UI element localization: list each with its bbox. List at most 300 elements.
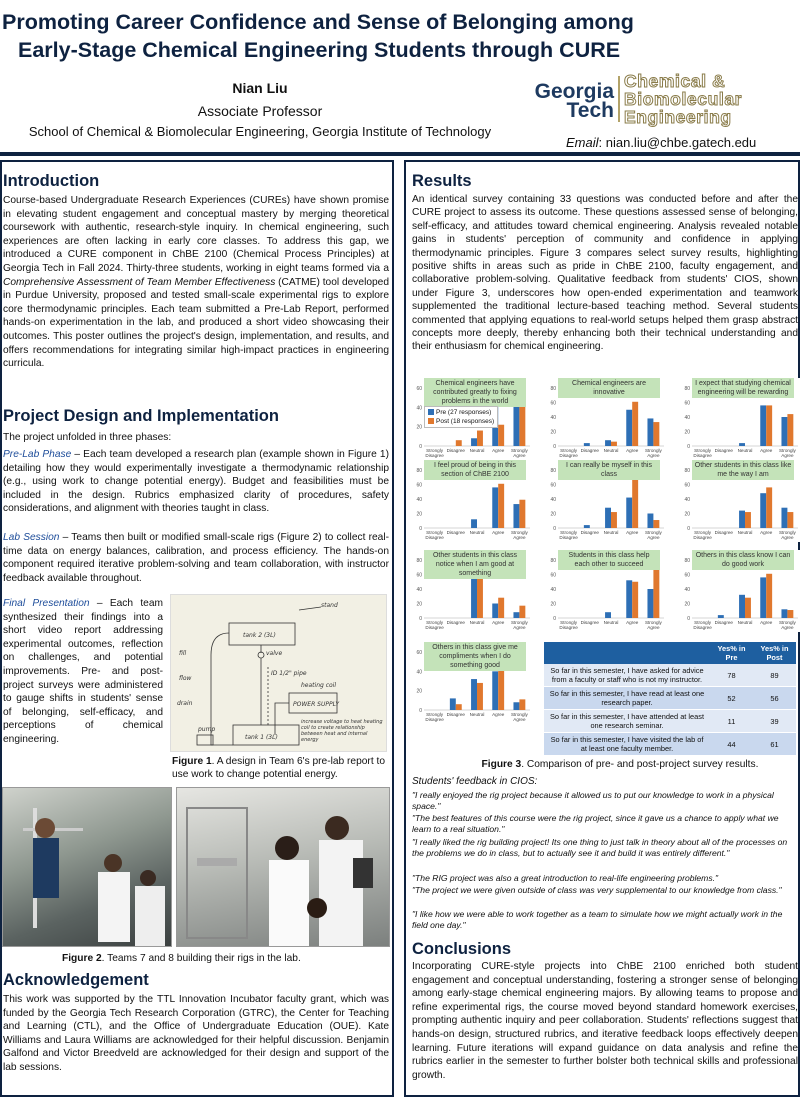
question-cell: So far in this semester, I have attended at least one research seminar.: [544, 710, 710, 733]
final-text: – Each team synthesized their findings into a short video report addressing experimental outcomes, reflection on challenges, and potential improvements. Pre- and post-project surveys were administered to gauge shifts in students' sense of belonging, self-efficacy, and perceptions of chemical engineering.: [3, 598, 163, 745]
chart-title: I expect that studying chemical engineering will be rewarding: [692, 378, 794, 398]
survey-chart: [678, 378, 800, 460]
table-header-post: Yes% in Post: [753, 642, 796, 664]
chart-title: Chemical engineers have contributed greatly to fixing problems in the world: [424, 378, 526, 407]
x-tick-label: Agree: [513, 535, 526, 540]
x-tick-label: Strongly: [778, 448, 796, 453]
x-tick-label: Strongly: [694, 620, 712, 625]
x-tick-label: Disagree: [559, 453, 578, 458]
x-tick-label: Agree: [781, 535, 794, 540]
y-tick-label: 20: [550, 511, 556, 518]
rig-design-drawing: [171, 595, 386, 751]
x-tick-label: Agree: [492, 712, 505, 717]
title-line-1: Promoting Career Confidence and Sense of Belonging among: [2, 10, 634, 34]
x-tick-label: Agree: [513, 453, 526, 458]
fig3-label: Figure 3: [481, 759, 522, 770]
lab-label: Lab Session: [3, 532, 60, 543]
post-bar: [787, 414, 793, 446]
pre-bar: [605, 508, 611, 528]
y-tick-label: 0: [553, 444, 556, 450]
post-cell: 56: [753, 687, 796, 710]
chbe-logo: [624, 72, 742, 126]
y-tick-label: 0: [419, 444, 422, 450]
tank2-label: tank 2 (3L): [243, 632, 276, 639]
pre-bar: [781, 417, 787, 446]
x-tick-label: Agree: [626, 530, 639, 535]
fill-label: fill: [179, 650, 187, 657]
drain-label: drain: [177, 700, 193, 707]
post-bar: [477, 683, 483, 710]
legend-entry: [428, 417, 494, 426]
table-row: [544, 733, 796, 756]
x-tick-label: Agree: [781, 453, 794, 458]
feedback-quote-5: "The project we were given outside of class was very supplemental to our knowledge from class.": [412, 885, 782, 895]
figure-2-photo-right: [176, 787, 390, 947]
results-text: An identical survey containing 33 questions was conducted before and after the CURE project to assess its outcome. These questions assessed sense of belonging, self-efficacy, and attitudes toward chemical engineering. Analysis revealed notable gains in students' perception of community and confidence in applying thermodynamic principles. Figure 3 compares select survey results, highlighting positive shifts in areas such as pride in ChBE 2100, faculty engagement, and collaborative problem-solving. Qualitative feedback from students' CIOS, shown under Figure 3, underscores how open-ended experimentation and teamwork supplemented the traditional lecture-based teaching method. Several students commented that applying equations to real-world setups helped them grasp abstract concepts more deeply, thereby enhancing both their technical understanding and their enthusiasm for chemical engineering.: [412, 194, 798, 353]
final-label: Final Presentation: [3, 598, 90, 609]
y-tick-label: 60: [416, 482, 422, 489]
y-tick-label: 40: [684, 587, 690, 593]
x-tick-label: Disagree: [580, 620, 599, 625]
x-tick-label: Agree: [492, 620, 505, 625]
table-header-question: [544, 642, 710, 664]
results-heading: Results: [412, 172, 472, 190]
y-tick-label: 60: [684, 572, 690, 579]
pre-bar: [605, 612, 611, 618]
x-tick-label: Agree: [760, 448, 773, 453]
question-cell: So far in this semester, I have visited the lab of at least one faculty member.: [544, 733, 710, 756]
y-tick-label: 40: [416, 405, 422, 412]
pre-bar: [513, 504, 519, 528]
author-name: Nian Liu: [232, 80, 288, 96]
x-tick-label: Disagree: [446, 530, 465, 535]
y-tick-label: 80: [416, 558, 422, 564]
x-tick-label: Strongly: [426, 530, 444, 535]
post-bar: [456, 440, 462, 446]
photo-right-illustration: [177, 788, 389, 946]
x-tick-label: Agree: [626, 620, 639, 625]
fig1-note: increase voltage to heat heating coil to create relationship between heat and internal energy: [301, 719, 383, 743]
x-tick-label: Disagree: [693, 535, 712, 540]
acknowledgement-text: This work was supported by the TTL Innovation Incubator faculty grant, which was funded by the Georgia Tech Research Corporation (GTRC), the Center for Teaching and Learning (CTL), and the Office of Undergraduate Education (OUE). Kate Williams and Laura Williams are acknowledged for their helpful discussion. Benjamin Galfond and Victor Breedveld are acknowledged for their design and support of the lab sessions.: [3, 994, 389, 1073]
fig2-caption-text: . Teams 7 and 8 building their rigs in the lab.: [101, 953, 301, 964]
pre-bar: [739, 443, 745, 446]
logo-divider: [618, 76, 620, 122]
pre-bar: [718, 615, 724, 618]
y-tick-label: 20: [684, 511, 690, 518]
legend-label: Post (18 responses): [436, 418, 495, 425]
pre-bar: [513, 702, 519, 710]
post-bar: [632, 479, 638, 528]
post-bar: [745, 598, 751, 618]
x-tick-label: Disagree: [446, 620, 465, 625]
email-label: Email: [566, 135, 599, 150]
conclusions-heading: Conclusions: [412, 940, 512, 958]
pre-bar: [492, 487, 498, 528]
x-tick-label: Disagree: [714, 448, 733, 453]
post-bar: [477, 431, 483, 446]
prelab-paragraph: [3, 448, 389, 516]
feedback-quote-1: "I really enjoyed the rig project because it allowed us to put our knowledge to work in a physical space.": [412, 790, 774, 812]
prelab-label: Pre-Lab Phase: [3, 449, 72, 460]
author-position: Associate Professor: [197, 103, 323, 119]
figure-1-sketch: [170, 594, 387, 752]
chart-title: Chemical engineers are innovative: [558, 378, 660, 398]
survey-chart: [410, 460, 532, 542]
survey-chart: [410, 550, 532, 632]
y-tick-label: 80: [416, 468, 422, 474]
question-cell: So far in this semester, I have asked for advice from a faculty or staff who is not my instructor.: [544, 664, 710, 687]
y-tick-label: 80: [684, 558, 690, 564]
y-tick-label: 20: [416, 511, 422, 518]
legend-entry: [428, 408, 494, 417]
power-label: POWER SUPPLY: [293, 701, 340, 708]
chart-title: Students in this class help each other to succeed: [558, 550, 660, 570]
x-tick-label: Strongly: [644, 448, 662, 453]
logo-dept-line2: Biomolecular: [624, 89, 743, 109]
chart-title: Others in this class know I can do good work: [692, 550, 794, 570]
pre-cell: 52: [710, 687, 753, 710]
intro-text-a: Course-based Undergraduate Research Experiences (CUREs) have shown promise in elevating student engagement and conceptual mastery by merging theoretical coursework with authentic, research-style inquiry. In chemical engineering, such experiences are often lacking in early core classes. To address this gap, we introduced a CURE component in ChBE 2100 (Chemical Process Principles) at Georgia Tech in Fall 2024. Thirty-three students, working in eight teams formed via a: [3, 195, 389, 274]
pre-bar: [626, 498, 632, 528]
x-tick-label: Disagree: [580, 448, 599, 453]
y-tick-label: 20: [416, 424, 422, 431]
y-tick-label: 20: [684, 429, 690, 436]
post-bar: [766, 574, 772, 618]
chart-title: Other students in this class like me the way I am: [692, 460, 794, 480]
feedback-heading: Students' feedback in CIOS:: [412, 776, 538, 787]
legend-swatch: [428, 409, 434, 415]
pump-label: pump: [198, 726, 216, 733]
y-tick-label: 80: [550, 468, 556, 474]
pre-bar: [739, 595, 745, 618]
y-tick-label: 0: [553, 526, 556, 532]
pipe-label: ID 1/2" pipe: [271, 670, 307, 677]
x-tick-label: Agree: [492, 530, 505, 535]
x-tick-label: Agree: [647, 535, 660, 540]
feedback-quote-4: "The RIG project was also a great introduction to real-life engineering problems.": [412, 873, 719, 883]
x-tick-label: Disagree: [693, 625, 712, 630]
feedback-quote-6: "I like how we were able to work together as a team to simulate how we might actually work in the field one day.": [412, 909, 783, 931]
pre-cell: 78: [710, 664, 753, 687]
y-tick-label: 60: [416, 650, 422, 656]
post-bar: [498, 598, 504, 618]
x-tick-label: Strongly: [510, 620, 528, 625]
chart-title: I can really be myself in this class: [558, 460, 660, 480]
x-tick-label: Neutral: [737, 620, 753, 625]
x-tick-label: Disagree: [425, 535, 444, 540]
prelab-text: – Each team developed a research plan (example shown in Figure 1) detailing how they would experimentally investigate a thermodynamic relationship (e.g., using work to change potential energy). Budget and feasibilities must be included in the design. Rubrics emphasized clarity of procedures, safety considerations, and alignment with theories taught in class.: [3, 449, 389, 515]
pre-bar: [471, 679, 477, 710]
post-bar: [498, 484, 504, 528]
pre-bar: [584, 443, 590, 446]
pre-bar: [584, 525, 590, 528]
legend-label: Pre (27 responses): [436, 409, 492, 416]
logo-dept-line1: Chemical &: [624, 71, 726, 91]
table-header-pre: Yes% in Pre: [710, 642, 753, 664]
y-tick-label: 40: [416, 497, 422, 503]
fig1-caption-text: . A design in Team 6's pre-lab report to use work to change potential energy.: [172, 756, 385, 780]
post-cell: 39: [753, 710, 796, 733]
pre-bar: [739, 511, 745, 528]
x-tick-label: Agree: [647, 625, 660, 630]
x-tick-label: Disagree: [714, 530, 733, 535]
x-tick-label: Strongly: [560, 448, 578, 453]
x-tick-label: Strongly: [644, 530, 662, 535]
survey-yes-table: [544, 642, 796, 756]
y-tick-label: 80: [550, 386, 556, 392]
conclusions-text: Incorporating CURE-style projects into ChBE 2100 enriched both student engagement and conceptual understanding, fostering a stronger sense of belonging among early-stage chemical engineering majors. By allowing teams to propose and refine experimental rigs, the course moved beyond standard homework exercises, prompting authentic inquiry and peer collaboration. Students' reflections suggest that hands-on design, structured rubrics, and iterative feedback loops effectively deepen learning. Future iterations will expand guidance on data analysis and refine the rubrics earlier in the semester to further bolster both technical skills and professional growth.: [412, 961, 798, 1081]
logo-text-tech: Tech: [566, 99, 614, 122]
pre-bar: [760, 577, 766, 618]
design-lead: The project unfolded in three phases:: [3, 432, 172, 443]
post-bar: [653, 520, 659, 528]
x-tick-label: Disagree: [714, 620, 733, 625]
post-bar: [787, 512, 793, 528]
y-tick-label: 40: [550, 587, 556, 593]
y-tick-label: 60: [550, 400, 556, 407]
x-tick-label: Strongly: [644, 620, 662, 625]
x-tick-label: Disagree: [425, 717, 444, 722]
x-tick-label: Agree: [760, 620, 773, 625]
x-tick-label: Strongly: [510, 530, 528, 535]
y-tick-label: 80: [684, 386, 690, 392]
lab-text: – Teams then built or modified small-scale rigs (Figure 2) to collect real-time data on energy balances, calibration, and process efficiency. The hands-on component required iterative problem-solving and team collaboration, with instructor feedback available throughout.: [3, 532, 389, 584]
y-tick-label: 20: [416, 688, 422, 695]
header-divider: [0, 152, 800, 156]
x-tick-label: Neutral: [737, 448, 753, 453]
x-tick-label: Strongly: [510, 448, 528, 453]
pre-bar: [647, 589, 653, 618]
survey-chart: [544, 460, 666, 542]
x-tick-label: Strongly: [560, 620, 578, 625]
pre-bar: [760, 405, 766, 446]
post-bar: [632, 582, 638, 618]
pre-bar: [492, 604, 498, 619]
poster-header: [0, 0, 800, 152]
survey-chart: [544, 378, 666, 460]
x-tick-label: Agree: [781, 625, 794, 630]
chart-title: I feel proud of being in this section of ChBE 2100: [424, 460, 526, 480]
x-tick-label: Strongly: [778, 620, 796, 625]
x-tick-label: Agree: [492, 448, 505, 453]
lab-paragraph: [3, 531, 389, 585]
y-tick-label: 0: [687, 616, 690, 622]
x-tick-label: Disagree: [425, 453, 444, 458]
email-address[interactable]: : nian.liu@chbe.gatech.edu: [598, 135, 757, 150]
x-tick-label: Neutral: [603, 530, 619, 535]
post-bar: [766, 487, 772, 528]
post-bar: [498, 425, 504, 446]
x-tick-label: Strongly: [426, 712, 444, 717]
x-tick-label: Agree: [760, 530, 773, 535]
x-tick-label: Disagree: [580, 530, 599, 535]
figure-2-caption: [62, 952, 362, 965]
post-bar: [519, 699, 525, 710]
x-tick-label: Neutral: [469, 712, 485, 717]
survey-chart: [678, 460, 800, 542]
survey-chart: [410, 378, 532, 460]
table-row: [544, 687, 796, 710]
pre-bar: [781, 609, 787, 618]
intro-text-emphasis: Comprehensive Assessment of Team Member Effectiveness: [3, 276, 276, 288]
feedback-quote-3: "I really liked the rig building project! Its one thing to just talk in theory about all of the processes on the problems we do in class, but to actually see it and build it was entirely different.": [412, 837, 788, 859]
y-tick-label: 40: [416, 669, 422, 676]
y-tick-label: 20: [550, 601, 556, 608]
y-tick-label: 20: [416, 601, 422, 608]
post-cell: 61: [753, 733, 796, 756]
y-tick-label: 60: [550, 572, 556, 579]
pre-bar: [781, 508, 787, 528]
y-tick-label: 0: [419, 616, 422, 622]
author-affiliation: School of Chemical & Biomolecular Engineering, Georgia Institute of Technology: [28, 124, 492, 139]
x-tick-label: Disagree: [559, 535, 578, 540]
y-tick-label: 60: [684, 400, 690, 407]
final-paragraph: [3, 597, 163, 747]
y-tick-label: 60: [684, 482, 690, 489]
x-tick-label: Neutral: [737, 530, 753, 535]
pre-bar: [492, 671, 498, 710]
chart-title: Other students in this class notice when I am good at something: [424, 550, 526, 579]
pre-cell: 44: [710, 733, 753, 756]
x-tick-label: Strongly: [426, 620, 444, 625]
x-tick-label: Neutral: [603, 620, 619, 625]
post-bar: [456, 704, 462, 710]
pre-bar: [605, 440, 611, 446]
y-tick-label: 0: [419, 708, 422, 714]
pre-bar: [647, 514, 653, 529]
legend-swatch: [428, 418, 434, 424]
y-tick-label: 40: [684, 415, 690, 421]
y-tick-label: 20: [684, 601, 690, 608]
x-tick-label: Neutral: [469, 448, 485, 453]
pre-bar: [471, 519, 477, 528]
y-tick-label: 0: [687, 444, 690, 450]
table-header-row: [544, 642, 796, 664]
fig1-label: Figure 1: [172, 756, 212, 767]
x-tick-label: Disagree: [446, 448, 465, 453]
x-tick-label: Strongly: [426, 448, 444, 453]
x-tick-label: Neutral: [469, 620, 485, 625]
y-tick-label: 80: [550, 558, 556, 564]
georgia-tech-logo: [520, 82, 614, 120]
chart-legend: [424, 406, 498, 428]
post-bar: [519, 500, 525, 528]
post-bar: [632, 402, 638, 446]
post-bar: [611, 442, 617, 446]
y-tick-label: 40: [416, 587, 422, 593]
x-tick-label: Agree: [647, 453, 660, 458]
x-tick-label: Strongly: [694, 530, 712, 535]
question-cell: So far in this semester, I have read at least one research paper.: [544, 687, 710, 710]
poster-title: [2, 8, 692, 64]
post-bar: [477, 578, 483, 618]
intro-text-b: (CATME) tool developed in Purdue University, proposed and tested small-scale experimental rigs to explore core thermodynamic principles. Each team submitted a Pre-Lab Report, performed hands-on experimentation in the lab, and produced a short video showcasing their outcomes. This poster outlines the project's design, implementation, and results, and offers recommendations for integrating similar high-impact practices in engineering curricula.: [3, 276, 389, 370]
pre-bar: [450, 698, 456, 710]
x-tick-label: Strongly: [778, 530, 796, 535]
pre-cell: 11: [710, 710, 753, 733]
fig2-label: Figure 2: [62, 953, 102, 964]
y-tick-label: 80: [684, 468, 690, 474]
introduction-text: [3, 194, 389, 371]
table-row: [544, 710, 796, 733]
feedback-quote-2: "The best features of this course were the rig project, since it gave us a chance to apply what we learn to a real situation.": [412, 813, 779, 835]
chart-title: Others in this class give me compliments when I do something good: [424, 642, 526, 671]
table-row: [544, 664, 796, 687]
y-tick-label: 60: [416, 572, 422, 579]
x-tick-label: Neutral: [603, 448, 619, 453]
flow-label: flow: [179, 675, 192, 682]
x-tick-label: Strongly: [510, 712, 528, 717]
figure-2-photo-left: [2, 787, 172, 947]
acknowledgement-heading: Acknowledgement: [3, 971, 149, 989]
x-tick-label: Agree: [626, 448, 639, 453]
x-tick-label: Disagree: [559, 625, 578, 630]
stand-label: stand: [321, 602, 338, 609]
y-tick-label: 60: [416, 386, 422, 392]
introduction-heading: Introduction: [3, 172, 100, 190]
y-tick-label: 60: [550, 482, 556, 489]
x-tick-label: Disagree: [446, 712, 465, 717]
survey-chart: [410, 642, 532, 724]
valve-label: valve: [266, 650, 283, 657]
figure-3-caption: [460, 758, 780, 771]
x-tick-label: Strongly: [694, 448, 712, 453]
pre-bar: [471, 438, 477, 446]
post-bar: [766, 405, 772, 446]
survey-chart: [678, 550, 800, 632]
post-bar: [787, 610, 793, 618]
post-bar: [519, 606, 525, 618]
x-tick-label: Disagree: [425, 625, 444, 630]
heat-label: heating coil: [301, 682, 337, 689]
post-bar: [611, 512, 617, 528]
figure-1-caption: [172, 755, 390, 781]
contact-email: [566, 135, 756, 150]
pre-bar: [513, 404, 519, 446]
post-cell: 89: [753, 664, 796, 687]
logo-dept-line3: Engineering: [624, 107, 732, 127]
title-line-2: Early-Stage Chemical Engineering Students through CURE: [18, 38, 621, 62]
design-heading: Project Design and Implementation: [3, 407, 279, 425]
y-tick-label: 40: [550, 497, 556, 503]
x-tick-label: Agree: [513, 625, 526, 630]
pre-bar: [760, 493, 766, 528]
fig3-caption-text: . Comparison of pre- and post-project survey results.: [521, 759, 759, 770]
y-tick-label: 0: [687, 526, 690, 532]
x-tick-label: Strongly: [560, 530, 578, 535]
pre-bar: [626, 410, 632, 446]
post-bar: [653, 566, 659, 618]
x-tick-label: Neutral: [469, 530, 485, 535]
pre-bar: [647, 418, 653, 446]
x-tick-label: Disagree: [693, 453, 712, 458]
x-tick-label: Agree: [513, 717, 526, 722]
y-tick-label: 0: [419, 526, 422, 532]
survey-chart: [544, 550, 666, 632]
pre-bar: [626, 580, 632, 618]
y-tick-label: 20: [550, 429, 556, 436]
y-tick-label: 40: [550, 415, 556, 421]
post-bar: [653, 422, 659, 446]
y-tick-label: 0: [553, 616, 556, 622]
photo-left-illustration: [3, 788, 171, 946]
logo-text-georgia: Georgia: [534, 80, 614, 103]
y-tick-label: 40: [684, 497, 690, 503]
pre-bar: [513, 612, 519, 618]
post-bar: [745, 512, 751, 528]
tank1-label: tank 1 (3L): [245, 734, 278, 741]
